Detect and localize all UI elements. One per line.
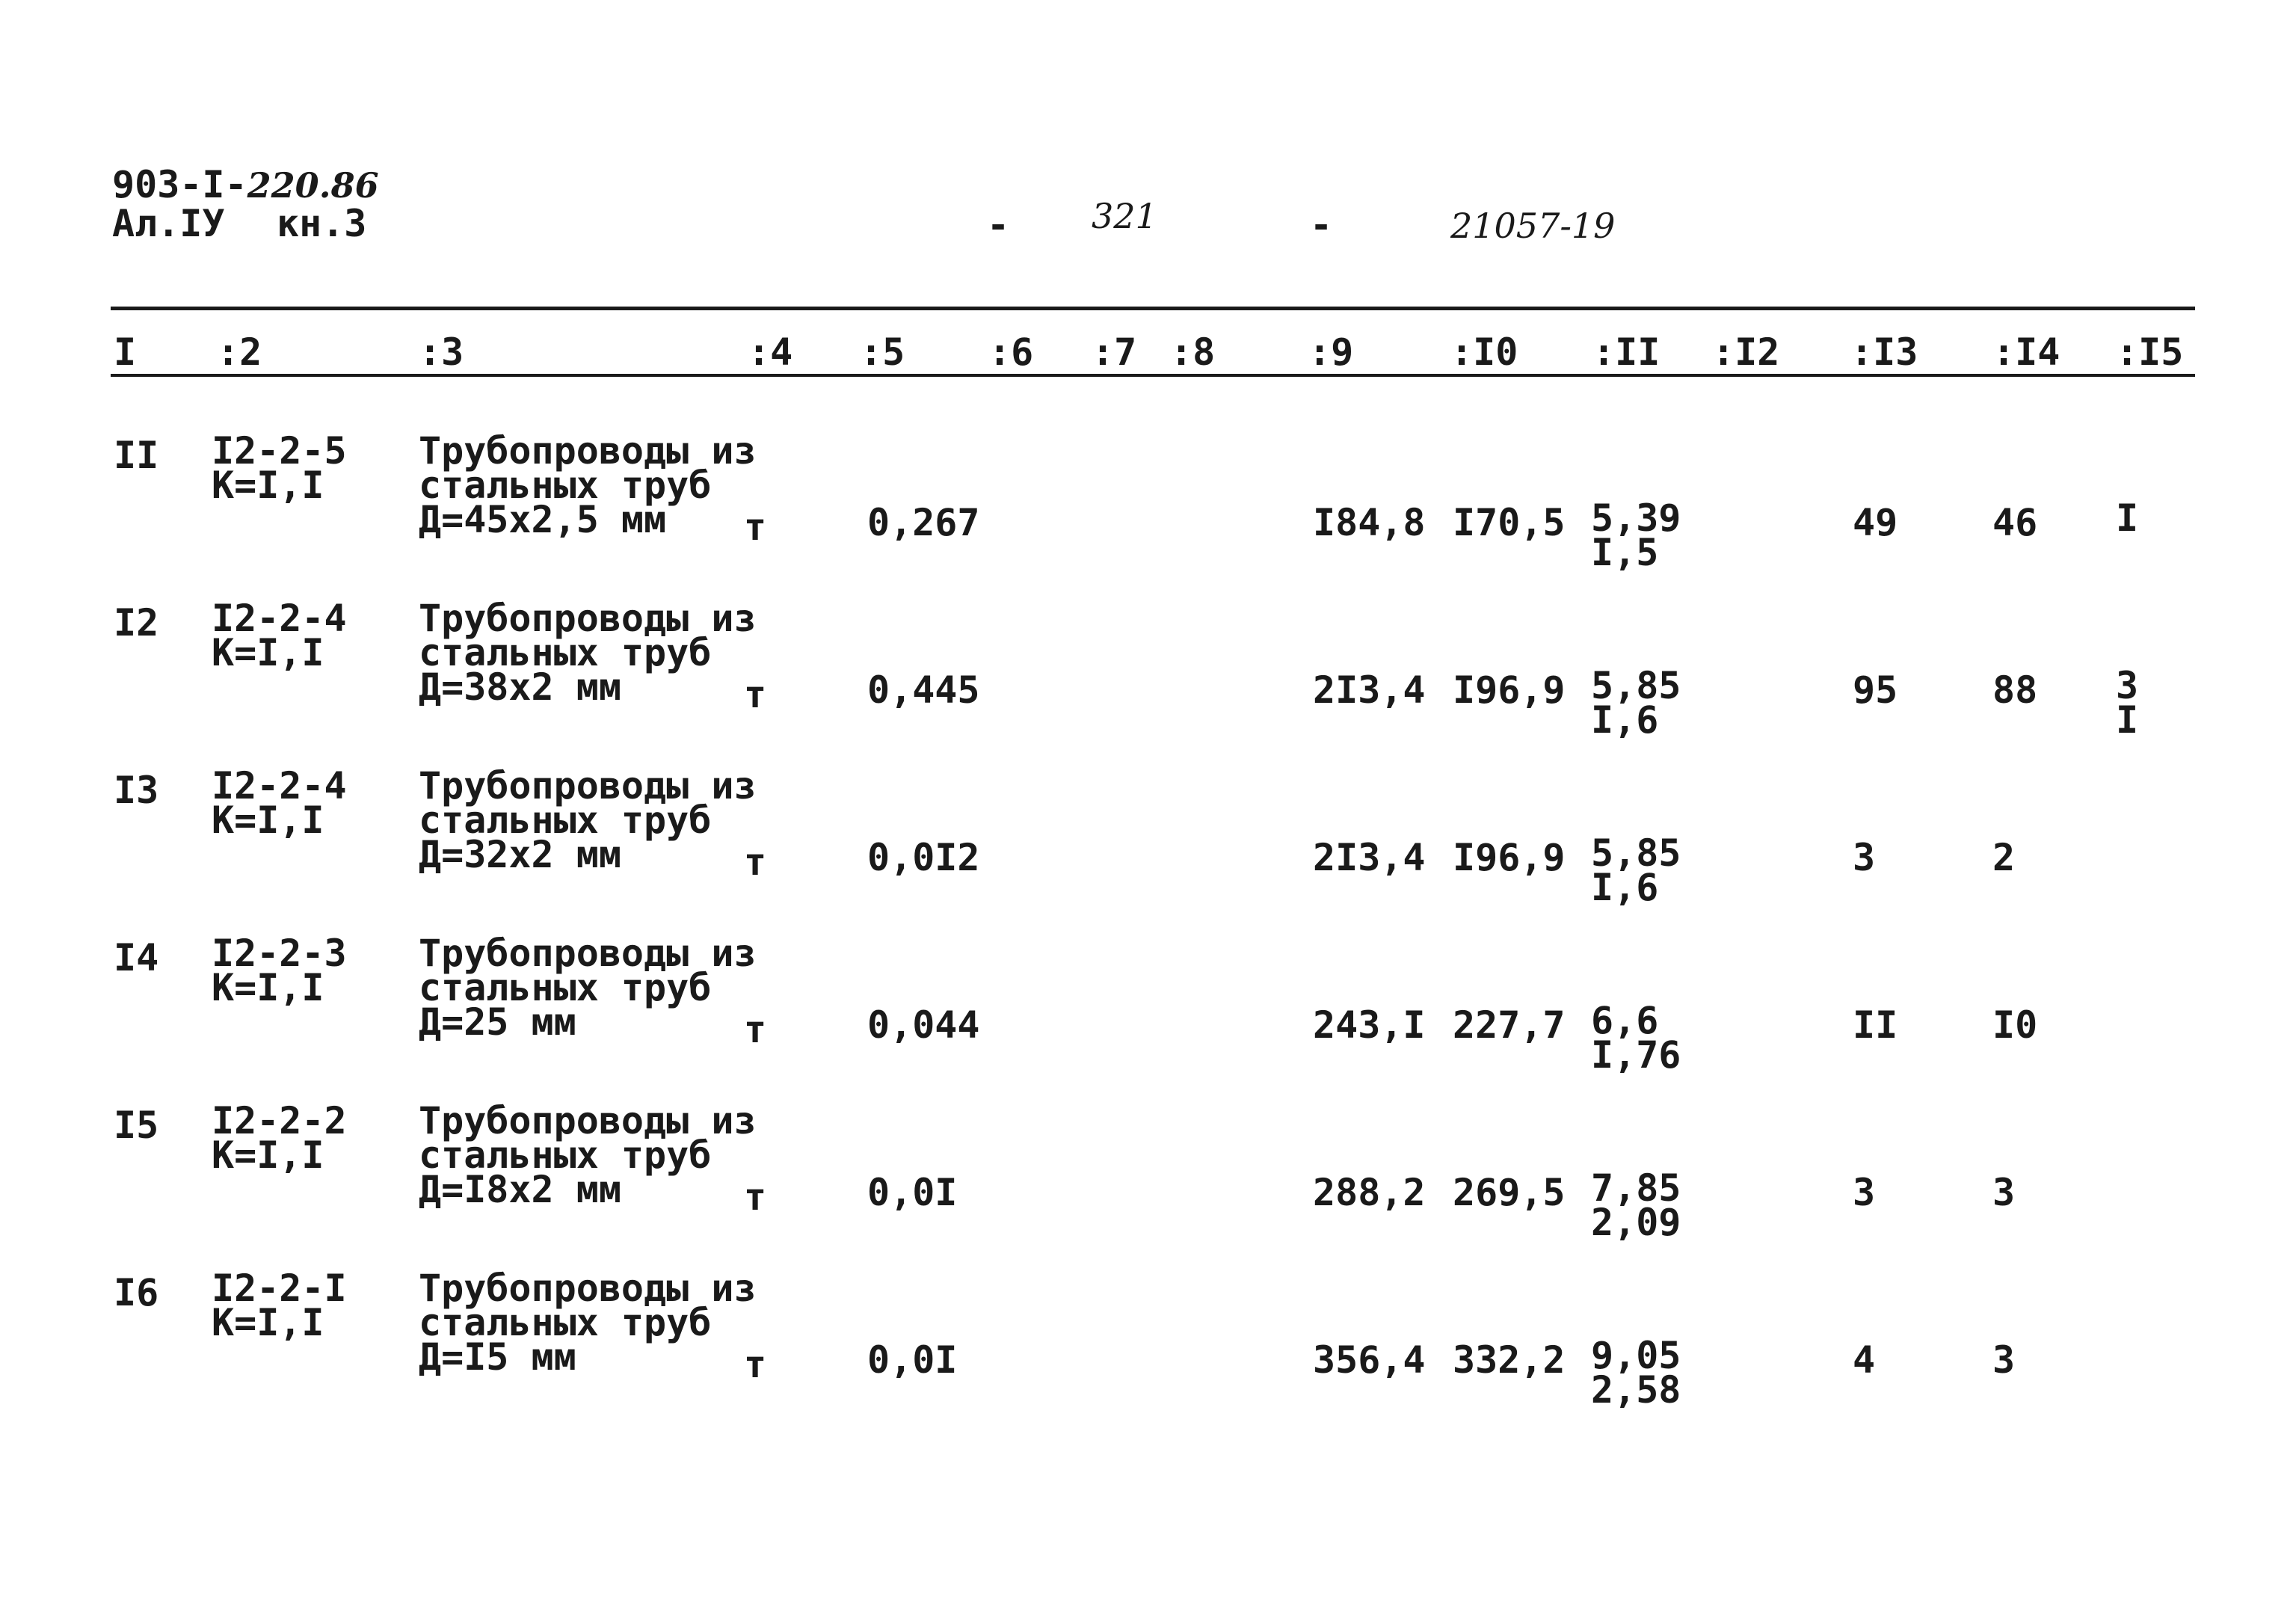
document-code — [112, 163, 379, 206]
row-col10: 227,7 — [1453, 1003, 1566, 1047]
row-description: Д=45х2,5 мм — [419, 498, 667, 541]
table-header-underline — [111, 374, 2195, 377]
col-header-6: :6 — [988, 330, 1034, 374]
table-top-rule — [111, 307, 2195, 310]
row-col11: I,6 — [1591, 866, 1659, 909]
row-col13: II — [1853, 1003, 1898, 1047]
row-unit: т — [744, 505, 767, 549]
row-code: I2-2-5 — [212, 429, 347, 473]
row-col13: 3 — [1853, 836, 1876, 879]
row-col9: 288,2 — [1313, 1171, 1426, 1214]
row-col13: 3 — [1853, 1171, 1876, 1214]
row-description: Д=38х2 мм — [419, 665, 621, 709]
row-col15: I — [2116, 496, 2139, 540]
row-code: К=I,I — [212, 464, 324, 507]
row-col14: I0 — [1992, 1003, 2038, 1047]
document-code-handwritten: 220.86 — [247, 165, 379, 206]
row-description: Д=I5 мм — [419, 1335, 576, 1379]
col-header-15: :I5 — [2116, 330, 2184, 374]
row-description: Трубопроводы из — [419, 1267, 757, 1310]
row-col11: 5,39 — [1591, 496, 1681, 540]
row-quantity: 0,267 — [867, 501, 980, 544]
row-description: Трубопроводы из — [419, 932, 757, 975]
row-code: К=I,I — [212, 631, 324, 674]
row-col14: 2 — [1992, 836, 2016, 879]
row-col10: I96,9 — [1453, 836, 1566, 879]
col-header-7: :7 — [1092, 330, 1137, 374]
row-code: I2-2-3 — [212, 932, 347, 975]
row-unit: т — [744, 1175, 767, 1219]
row-number: II — [114, 434, 159, 477]
row-quantity: 0,0I — [867, 1338, 958, 1382]
doc-number-handwritten: 21057-19 — [1450, 206, 1616, 246]
row-col11: 5,85 — [1591, 831, 1681, 875]
row-col13: 49 — [1853, 501, 1898, 544]
row-col11: 7,85 — [1591, 1166, 1681, 1210]
row-col9: 356,4 — [1313, 1338, 1426, 1382]
row-col11: I,5 — [1591, 531, 1659, 574]
row-col11: 6,6 — [1591, 999, 1659, 1042]
row-description: стальных труб — [419, 1133, 712, 1177]
row-quantity: 0,445 — [867, 668, 980, 712]
row-col11: 2,09 — [1591, 1201, 1681, 1244]
row-col10: I70,5 — [1453, 501, 1566, 544]
row-number: I4 — [114, 936, 159, 979]
col-header-11: :II — [1592, 330, 1661, 374]
col-header-8: :8 — [1170, 330, 1216, 374]
row-description: Трубопроводы из — [419, 1099, 757, 1142]
row-code: I2-2-I — [212, 1267, 347, 1310]
row-unit: т — [744, 840, 767, 884]
row-code: I2-2-2 — [212, 1099, 347, 1142]
col-header-9: :9 — [1308, 330, 1354, 374]
col-header-4: :4 — [748, 330, 793, 374]
document-code-prefix: 903-I- — [112, 163, 247, 206]
row-unit: т — [744, 673, 767, 716]
col-header-1: I — [114, 330, 137, 374]
row-quantity: 0,0I2 — [867, 836, 980, 879]
row-code: I2-2-4 — [212, 597, 347, 640]
row-code: К=I,I — [212, 799, 324, 842]
row-code: К=I,I — [212, 966, 324, 1009]
header-dash-2: - — [1310, 203, 1333, 247]
row-col9: 2I3,4 — [1313, 668, 1426, 712]
row-description: стальных труб — [419, 1301, 712, 1344]
row-col15: I — [2116, 698, 2139, 742]
col-header-2: :2 — [217, 330, 262, 374]
row-col9: 243,I — [1313, 1003, 1426, 1047]
row-col13: 95 — [1853, 668, 1898, 712]
row-col14: 3 — [1992, 1171, 2016, 1214]
row-number: I6 — [114, 1271, 159, 1314]
row-col9: 2I3,4 — [1313, 836, 1426, 879]
row-code: I2-2-4 — [212, 764, 347, 807]
album-label: Ал.IУ — [112, 202, 225, 245]
row-quantity: 0,044 — [867, 1003, 980, 1047]
book-label: кн.3 — [277, 202, 367, 245]
header-dash-1: - — [987, 203, 1010, 247]
row-description: Трубопроводы из — [419, 764, 757, 807]
row-col14: 88 — [1992, 668, 2038, 712]
row-col14: 3 — [1992, 1338, 2016, 1382]
row-col10: 269,5 — [1453, 1171, 1566, 1214]
row-description: Трубопроводы из — [419, 429, 757, 473]
row-quantity: 0,0I — [867, 1171, 958, 1214]
col-header-5: :5 — [860, 330, 905, 374]
row-col10: I96,9 — [1453, 668, 1566, 712]
row-number: I3 — [114, 769, 159, 812]
row-col11: 2,58 — [1591, 1368, 1681, 1412]
row-col11: 9,05 — [1591, 1334, 1681, 1377]
row-col9: I84,8 — [1313, 501, 1426, 544]
row-col10: 332,2 — [1453, 1338, 1566, 1382]
row-description: Д=25 мм — [419, 1000, 576, 1044]
row-code: К=I,I — [212, 1133, 324, 1177]
page-number-handwritten: 321 — [1092, 196, 1157, 236]
row-description: стальных труб — [419, 966, 712, 1009]
row-description: стальных труб — [419, 799, 712, 842]
row-col15: 3 — [2116, 664, 2139, 707]
col-header-10: :I0 — [1450, 330, 1518, 374]
row-col11: I,76 — [1591, 1033, 1681, 1077]
row-col13: 4 — [1853, 1338, 1876, 1382]
row-description: стальных труб — [419, 464, 712, 507]
row-col11: 5,85 — [1591, 664, 1681, 707]
row-col14: 46 — [1992, 501, 2038, 544]
col-header-13: :I3 — [1850, 330, 1918, 374]
row-code: К=I,I — [212, 1301, 324, 1344]
row-description: Д=32х2 мм — [419, 833, 621, 876]
row-description: Д=I8х2 мм — [419, 1168, 621, 1211]
row-description: стальных труб — [419, 631, 712, 674]
col-header-3: :3 — [419, 330, 464, 374]
col-header-14: :I4 — [1992, 330, 2060, 374]
row-col11: I,6 — [1591, 698, 1659, 742]
row-number: I5 — [114, 1104, 159, 1147]
row-unit: т — [744, 1008, 767, 1051]
row-description: Трубопроводы из — [419, 597, 757, 640]
col-header-12: :I2 — [1712, 330, 1780, 374]
row-unit: т — [744, 1343, 767, 1386]
row-number: I2 — [114, 601, 159, 644]
